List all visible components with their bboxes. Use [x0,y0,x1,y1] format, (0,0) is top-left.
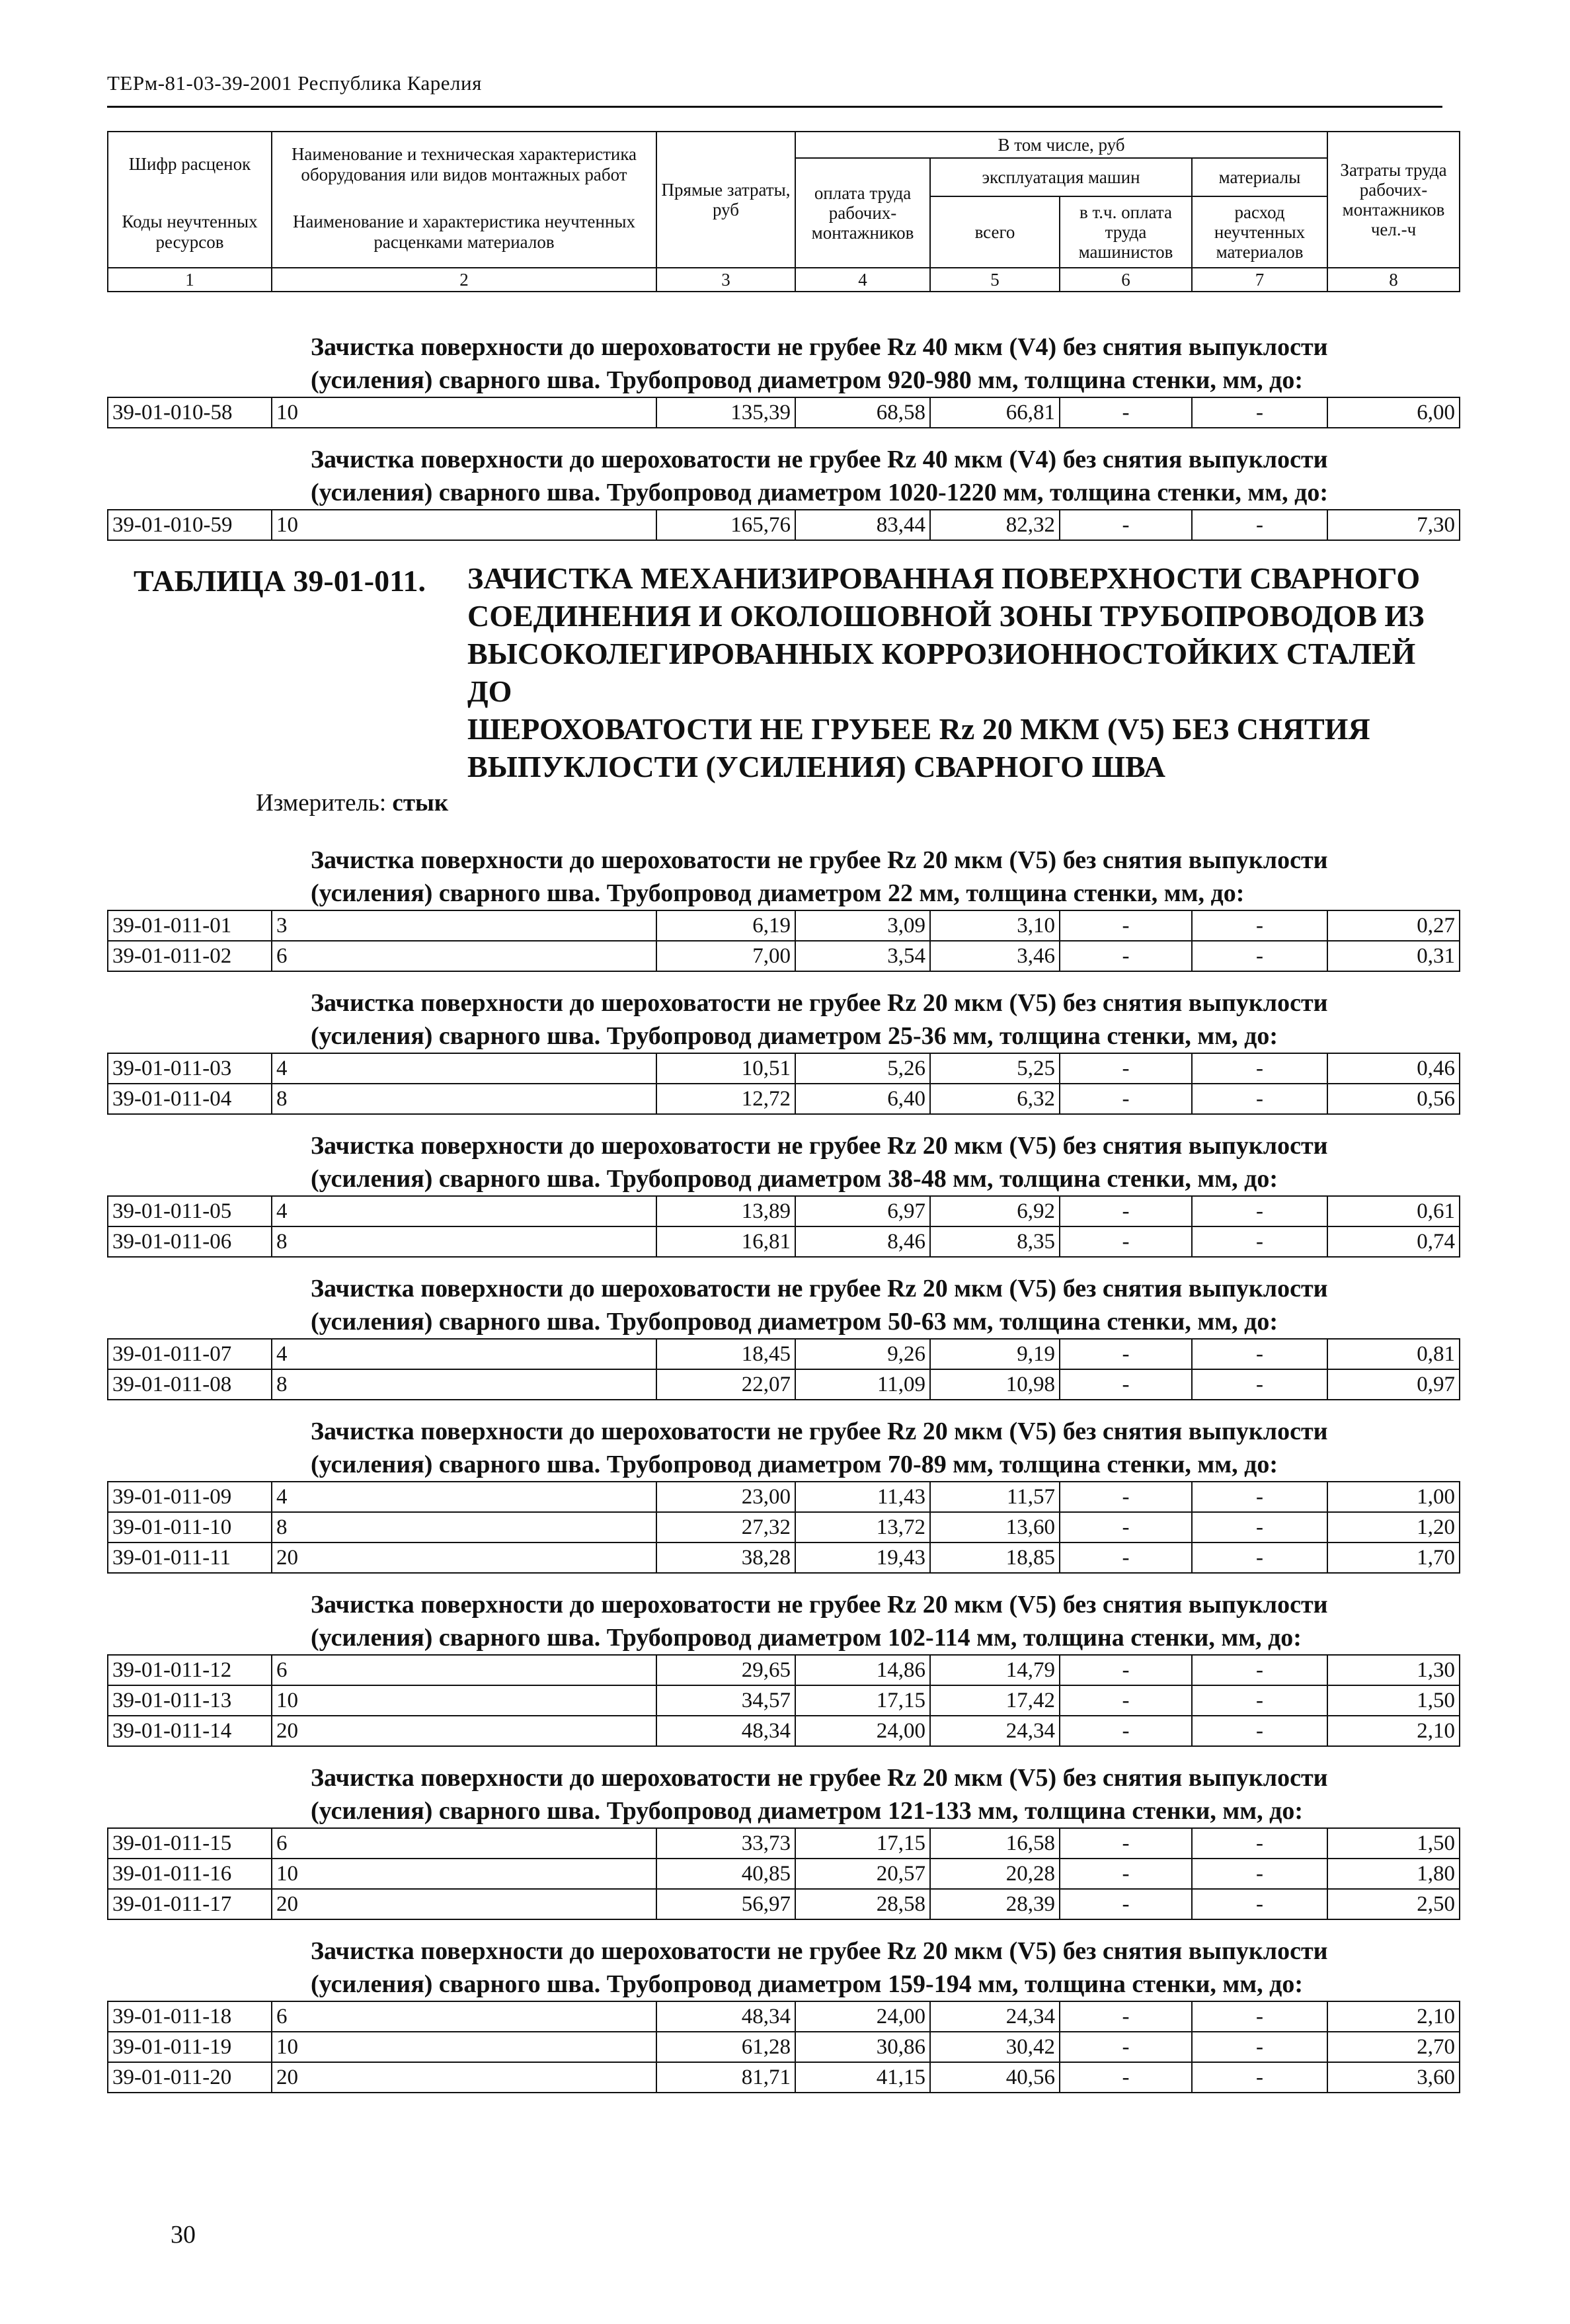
section-subtitle-line: (усиления) сварного шва. Трубопровод диаметром 25-36 мм, толщина стенки, мм, до: [311,1022,1278,1050]
machines-cost-cell: 8,35 [930,1226,1060,1257]
machinists-pay-cell: - [1060,1889,1192,1919]
rate-code-cell: 39-01-011-02 [108,941,272,971]
machinists-pay-cell: - [1060,510,1192,540]
labor-hours-cell: 7,30 [1327,510,1460,540]
machines-cost-cell: 6,32 [930,1084,1060,1114]
labor-hours-cell: 1,70 [1327,1543,1460,1573]
labor-hours-cell: 1,00 [1327,1482,1460,1512]
table-row [108,2032,1460,2062]
labor-pay-cell: 19,43 [795,1543,930,1573]
price-section [107,316,1459,428]
section-subtitle-line: Зачистка поверхности до шероховатости не грубее Rz 40 мкм (V4) без снятия выпуклости [311,446,1328,473]
wall-thickness-cell: 20 [272,1543,656,1573]
materials-cell: - [1192,1859,1327,1889]
materials-cell: - [1192,2001,1327,2032]
table-row [108,1482,1460,1512]
rate-code-cell: 39-01-011-17 [108,1889,272,1919]
section-subtitle [107,1115,1459,1195]
wall-thickness-cell: 20 [272,1716,656,1746]
table-row [108,1655,1460,1685]
section-subtitle-line: (усиления) сварного шва. Трубопровод диаметром 50-63 мм, толщина стенки, мм, до: [311,1308,1278,1336]
direct-costs-cell: 48,34 [656,1716,795,1746]
section-subtitle [107,1400,1459,1481]
wall-thickness-cell: 8 [272,1226,656,1257]
machines-cost-cell: 82,32 [930,510,1060,540]
labor-hours-cell: 0,31 [1327,941,1460,971]
price-section [107,1920,1459,2093]
section-subtitle [107,316,1459,397]
rate-code-cell: 39-01-011-13 [108,1685,272,1716]
wall-thickness-cell: 8 [272,1512,656,1543]
machinists-pay-cell: - [1060,1226,1192,1257]
materials-cell: - [1192,1084,1327,1114]
machines-cost-cell: 5,25 [930,1053,1060,1084]
machines-cost-cell: 28,39 [930,1889,1060,1919]
machines-cost-cell: 20,28 [930,1859,1060,1889]
section-subtitle-line: (усиления) сварного шва. Трубопровод диаметром 1020-1220 мм, толщина стенки, мм, до: [311,479,1329,506]
rate-code-cell: 39-01-011-01 [108,910,272,941]
header-rule [107,106,1442,108]
machines-cost-cell: 11,57 [930,1482,1060,1512]
direct-costs-cell: 18,45 [656,1339,795,1369]
section-subtitle-line: Зачистка поверхности до шероховатости не грубее Rz 20 мкм (V5) без снятия выпуклости [311,1591,1328,1619]
section-subtitle [107,829,1459,910]
labor-pay-cell: 11,09 [795,1369,930,1400]
labor-pay-cell: 5,26 [795,1053,930,1084]
labor-hours-cell: 0,46 [1327,1053,1460,1084]
machines-cost-cell: 40,56 [930,2062,1060,2093]
wall-thickness-cell: 6 [272,2001,656,2032]
labor-hours-cell: 2,70 [1327,2032,1460,2062]
direct-costs-cell: 48,34 [656,2001,795,2032]
machines-cost-cell: 9,19 [930,1339,1060,1369]
direct-costs-cell: 56,97 [656,1889,795,1919]
section-subtitle-line: (усиления) сварного шва. Трубопровод диаметром 159-194 мм, толщина стенки, мм, до: [311,1970,1304,1998]
wall-thickness-cell: 8 [272,1084,656,1114]
price-section [107,1258,1459,1400]
header-work-name: Наименование и техническая характеристика оборудования или видов монтажных работ [272,132,656,196]
materials-cell: - [1192,2032,1327,2062]
labor-hours-cell: 3,60 [1327,2062,1460,2093]
table-row [108,910,1460,941]
header-resource-codes: Коды неучтенных ресурсов [108,196,272,268]
labor-pay-cell: 24,00 [795,2001,930,2032]
materials-cell: - [1192,2062,1327,2093]
column-number: 7 [1192,268,1327,292]
rate-code-cell: 39-01-011-05 [108,1196,272,1226]
section-subtitle-line: (усиления) сварного шва. Трубопровод диаметром 102-114 мм, толщина стенки, мм, до: [311,1624,1302,1652]
direct-costs-cell: 38,28 [656,1543,795,1573]
labor-pay-cell: 28,58 [795,1889,930,1919]
section-subtitle-line: (усиления) сварного шва. Трубопровод диаметром 38-48 мм, толщина стенки, мм, до: [311,1165,1278,1193]
header-cipher: Шифр расценок [108,132,272,196]
wall-thickness-cell: 4 [272,1482,656,1512]
materials-cell: - [1192,1655,1327,1685]
direct-costs-cell: 10,51 [656,1053,795,1084]
wall-thickness-cell: 10 [272,1859,656,1889]
section-subtitle [107,972,1459,1053]
rates-table [107,1053,1460,1115]
direct-costs-cell: 16,81 [656,1226,795,1257]
sections-after [107,829,1459,2093]
direct-costs-cell: 29,65 [656,1655,795,1685]
rate-code-cell: 39-01-011-04 [108,1084,272,1114]
table-row [108,1828,1460,1859]
materials-cell: - [1192,1685,1327,1716]
section-subtitle-line: Зачистка поверхности до шероховатости не грубее Rz 20 мкм (V5) без снятия выпуклости [311,1764,1328,1792]
wall-thickness-cell: 6 [272,941,656,971]
labor-hours-cell: 1,20 [1327,1512,1460,1543]
wall-thickness-cell: 3 [272,910,656,941]
labor-pay-cell: 9,26 [795,1339,930,1369]
direct-costs-cell: 34,57 [656,1685,795,1716]
labor-hours-cell: 0,27 [1327,910,1460,941]
machinists-pay-cell: - [1060,1339,1192,1369]
table-title [467,559,1459,785]
machines-cost-cell: 14,79 [930,1655,1060,1685]
rate-code-cell: 39-01-011-15 [108,1828,272,1859]
table-row [108,1716,1460,1746]
table-row [108,1512,1460,1543]
rate-code-cell: 39-01-011-11 [108,1543,272,1573]
rate-code-cell: 39-01-010-58 [108,397,272,428]
column-number: 6 [1060,268,1192,292]
column-number: 1 [108,268,272,292]
materials-cell: - [1192,1716,1327,1746]
labor-hours-cell: 2,10 [1327,2001,1460,2032]
header-machines: эксплуатация машин [930,158,1192,196]
labor-pay-cell: 24,00 [795,1716,930,1746]
labor-pay-cell: 3,09 [795,910,930,941]
price-section [107,1400,1459,1574]
machinists-pay-cell: - [1060,1369,1192,1400]
column-number: 3 [656,268,795,292]
section-subtitle-line: Зачистка поверхности до шероховатости не грубее Rz 40 мкм (V4) без снятия выпуклости [311,333,1328,361]
section-subtitle [107,1258,1459,1338]
table-number: ТАБЛИЦА 39-01-011. [134,564,426,598]
labor-hours-cell: 0,74 [1327,1226,1460,1257]
rate-code-cell: 39-01-011-12 [108,1655,272,1685]
rates-table [107,910,1460,972]
materials-cell: - [1192,1512,1327,1543]
column-number: 2 [272,268,656,292]
materials-cell: - [1192,397,1327,428]
section-subtitle [107,428,1459,509]
labor-pay-cell: 20,57 [795,1859,930,1889]
section-subtitle-line: Зачистка поверхности до шероховатости не грубее Rz 20 мкм (V5) без снятия выпуклости [311,989,1328,1017]
machines-cost-cell: 24,34 [930,2001,1060,2032]
rate-code-cell: 39-01-011-08 [108,1369,272,1400]
price-section [107,1115,1459,1258]
machinists-pay-cell: - [1060,2001,1192,2032]
table-title-line: ВЫПУКЛОСТИ (УСИЛЕНИЯ) СВАРНОГО ШВА [467,750,1165,783]
table-row [108,510,1460,540]
wall-thickness-cell: 6 [272,1828,656,1859]
header-materials: материалы [1192,158,1327,196]
labor-pay-cell: 14,86 [795,1655,930,1685]
rates-table [107,1338,1460,1400]
price-section [107,829,1459,972]
table-row [108,1889,1460,1919]
section-subtitle-line: (усиления) сварного шва. Трубопровод диаметром 70-89 мм, толщина стенки, мм, до: [311,1451,1278,1478]
materials-cell: - [1192,1828,1327,1859]
direct-costs-cell: 81,71 [656,2062,795,2093]
wall-thickness-cell: 4 [272,1339,656,1369]
labor-hours-cell: 0,97 [1327,1369,1460,1400]
labor-pay-cell: 6,40 [795,1084,930,1114]
table-title-line: ЗАЧИСТКА МЕХАНИЗИРОВАННАЯ ПОВЕРХНОСТИ СВАРНОГО [467,561,1421,595]
direct-costs-cell: 13,89 [656,1196,795,1226]
sections-before [107,316,1459,541]
wall-thickness-cell: 4 [272,1196,656,1226]
header-direct-costs: Прямые затраты, руб [656,132,795,268]
machinists-pay-cell: - [1060,1685,1192,1716]
machinists-pay-cell: - [1060,1828,1192,1859]
section-subtitle-line: Зачистка поверхности до шероховатости не грубее Rz 20 мкм (V5) без снятия выпуклости [311,1418,1328,1445]
materials-cell: - [1192,941,1327,971]
table-row [108,2062,1460,2093]
labor-hours-cell: 6,00 [1327,397,1460,428]
wall-thickness-cell: 10 [272,397,656,428]
materials-cell: - [1192,1369,1327,1400]
materials-cell: - [1192,510,1327,540]
section-subtitle [107,1920,1459,2001]
direct-costs-cell: 27,32 [656,1512,795,1543]
table-row [108,1339,1460,1369]
machinists-pay-cell: - [1060,397,1192,428]
labor-pay-cell: 41,15 [795,2062,930,2093]
page-number: 30 [171,2221,196,2249]
rate-code-cell: 39-01-011-06 [108,1226,272,1257]
rates-table [107,509,1460,541]
rates-table [107,1654,1460,1747]
machines-cost-cell: 30,42 [930,2032,1060,2062]
table-row [108,1196,1460,1226]
table-row [108,1859,1460,1889]
section-subtitle [107,1574,1459,1654]
materials-cell: - [1192,1196,1327,1226]
materials-cell: - [1192,910,1327,941]
machines-cost-cell: 16,58 [930,1828,1060,1859]
machines-cost-cell: 17,42 [930,1685,1060,1716]
price-section [107,1747,1459,1920]
materials-cell: - [1192,1482,1327,1512]
labor-hours-cell: 1,50 [1327,1828,1460,1859]
table-row [108,397,1460,428]
labor-pay-cell: 8,46 [795,1226,930,1257]
section-subtitle-line: (усиления) сварного шва. Трубопровод диаметром 22 мм, толщина стенки, мм, до: [311,879,1245,907]
header-unaccounted-materials: расход неучтенных материалов [1192,196,1327,268]
labor-hours-cell: 1,80 [1327,1859,1460,1889]
price-section [107,972,1459,1115]
table-row [108,1369,1460,1400]
header-including: В том числе, руб [795,132,1327,158]
labor-pay-cell: 11,43 [795,1482,930,1512]
header-material-name: Наименование и характеристика неучтенных расценками материалов [272,196,656,268]
rate-code-cell: 39-01-011-07 [108,1339,272,1369]
column-number-row [108,268,1460,292]
column-header-table [107,131,1460,292]
rates-table [107,1481,1460,1574]
rate-code-cell: 39-01-011-14 [108,1716,272,1746]
materials-cell: - [1192,1053,1327,1084]
labor-pay-cell: 6,97 [795,1196,930,1226]
machines-cost-cell: 18,85 [930,1543,1060,1573]
rate-code-cell: 39-01-011-19 [108,2032,272,2062]
machinists-pay-cell: - [1060,2032,1192,2062]
machines-cost-cell: 24,34 [930,1716,1060,1746]
section-subtitle-line: Зачистка поверхности до шероховатости не грубее Rz 20 мкм (V5) без снятия выпуклости [311,846,1328,874]
machinists-pay-cell: - [1060,1512,1192,1543]
labor-hours-cell: 0,61 [1327,1196,1460,1226]
direct-costs-cell: 22,07 [656,1369,795,1400]
table-row [108,1226,1460,1257]
machinists-pay-cell: - [1060,1196,1192,1226]
table-title-line: ВЫСОКОЛЕГИРОВАННЫХ КОРРОЗИОННОСТОЙКИХ СТАЛЕЙ ДО [467,637,1416,708]
section-subtitle-line: Зачистка поверхности до шероховатости не грубее Rz 20 мкм (V5) без снятия выпуклости [311,1132,1328,1160]
rates-table [107,1195,1460,1258]
wall-thickness-cell: 20 [272,2062,656,2093]
machines-cost-cell: 13,60 [930,1512,1060,1543]
direct-costs-cell: 6,19 [656,910,795,941]
table-row [108,941,1460,971]
direct-costs-cell: 40,85 [656,1859,795,1889]
wall-thickness-cell: 10 [272,1685,656,1716]
measure-unit [256,785,1459,829]
column-number: 8 [1327,268,1460,292]
wall-thickness-cell: 6 [272,1655,656,1685]
column-number: 5 [930,268,1060,292]
table-title-block [107,541,1459,829]
labor-pay-cell: 17,15 [795,1685,930,1716]
rates-table [107,397,1460,428]
machines-cost-cell: 3,46 [930,941,1060,971]
rate-code-cell: 39-01-011-03 [108,1053,272,1084]
wall-thickness-cell: 4 [272,1053,656,1084]
labor-hours-cell: 0,81 [1327,1339,1460,1369]
labor-hours-cell: 2,10 [1327,1716,1460,1746]
machinists-pay-cell: - [1060,941,1192,971]
machinists-pay-cell: - [1060,1084,1192,1114]
direct-costs-cell: 135,39 [656,397,795,428]
column-number: 4 [795,268,930,292]
labor-hours-cell: 2,50 [1327,1889,1460,1919]
machinists-pay-cell: - [1060,1655,1192,1685]
machinists-pay-cell: - [1060,1053,1192,1084]
header-labor-hours: Затраты труда рабочих-монтажников чел.-ч [1327,132,1460,268]
header-machinists-pay: в т.ч. оплата труда машинистов [1060,196,1192,268]
direct-costs-cell: 23,00 [656,1482,795,1512]
running-header: ТЕРм-81-03-39-2001 Республика Карелия [107,71,482,95]
labor-hours-cell: 1,30 [1327,1655,1460,1685]
labor-pay-cell: 17,15 [795,1828,930,1859]
measure-value: стык [392,789,449,817]
machinists-pay-cell: - [1060,2062,1192,2093]
direct-costs-cell: 33,73 [656,1828,795,1859]
wall-thickness-cell: 8 [272,1369,656,1400]
machinists-pay-cell: - [1060,910,1192,941]
machines-cost-cell: 66,81 [930,397,1060,428]
section-subtitle-line: Зачистка поверхности до шероховатости не грубее Rz 20 мкм (V5) без снятия выпуклости [311,1275,1328,1302]
price-content [107,316,1459,2093]
labor-hours-cell: 1,50 [1327,1685,1460,1716]
machinists-pay-cell: - [1060,1859,1192,1889]
table-row [108,1543,1460,1573]
labor-pay-cell: 13,72 [795,1512,930,1543]
labor-hours-cell: 0,56 [1327,1084,1460,1114]
wall-thickness-cell: 10 [272,510,656,540]
machinists-pay-cell: - [1060,1543,1192,1573]
wall-thickness-cell: 20 [272,1889,656,1919]
price-section [107,1574,1459,1747]
rates-table [107,1827,1460,1920]
labor-pay-cell: 30,86 [795,2032,930,2062]
rate-code-cell: 39-01-011-09 [108,1482,272,1512]
materials-cell: - [1192,1226,1327,1257]
section-subtitle-line: (усиления) сварного шва. Трубопровод диаметром 121-133 мм, толщина стенки, мм, до: [311,1797,1304,1825]
rates-table [107,2001,1460,2093]
direct-costs-cell: 12,72 [656,1084,795,1114]
section-subtitle-line: (усиления) сварного шва. Трубопровод диаметром 920-980 мм, толщина стенки, мм, до: [311,366,1304,394]
direct-costs-cell: 61,28 [656,2032,795,2062]
rate-code-cell: 39-01-011-10 [108,1512,272,1543]
rate-code-cell: 39-01-011-16 [108,1859,272,1889]
table-row [108,1053,1460,1084]
direct-costs-cell: 165,76 [656,510,795,540]
rate-code-cell: 39-01-011-20 [108,2062,272,2093]
labor-pay-cell: 68,58 [795,397,930,428]
header-labor-pay: оплата труда рабочих-монтажников [795,158,930,268]
wall-thickness-cell: 10 [272,2032,656,2062]
section-subtitle [107,1747,1459,1827]
materials-cell: - [1192,1889,1327,1919]
header-machines-total: всего [930,196,1060,268]
materials-cell: - [1192,1339,1327,1369]
machines-cost-cell: 6,92 [930,1196,1060,1226]
section-subtitle-line: Зачистка поверхности до шероховатости не грубее Rz 20 мкм (V5) без снятия выпуклости [311,1937,1328,1965]
labor-pay-cell: 3,54 [795,941,930,971]
direct-costs-cell: 7,00 [656,941,795,971]
machinists-pay-cell: - [1060,1482,1192,1512]
machinists-pay-cell: - [1060,1716,1192,1746]
machines-cost-cell: 3,10 [930,910,1060,941]
price-section [107,428,1459,541]
table-title-line: СОЕДИНЕНИЯ И ОКОЛОШОВНОЙ ЗОНЫ ТРУБОПРОВОДОВ ИЗ [467,599,1425,633]
table-title-line: ШЕРОХОВАТОСТИ НЕ ГРУБЕЕ Rz 20 МКМ (V5) БЕЗ СНЯТИЯ [467,712,1370,746]
materials-cell: - [1192,1543,1327,1573]
table-row [108,2001,1460,2032]
table-row [108,1685,1460,1716]
table-row [108,1084,1460,1114]
machines-cost-cell: 10,98 [930,1369,1060,1400]
measure-label: Измеритель: [256,789,387,817]
labor-pay-cell: 83,44 [795,510,930,540]
rate-code-cell: 39-01-011-18 [108,2001,272,2032]
rate-code-cell: 39-01-010-59 [108,510,272,540]
